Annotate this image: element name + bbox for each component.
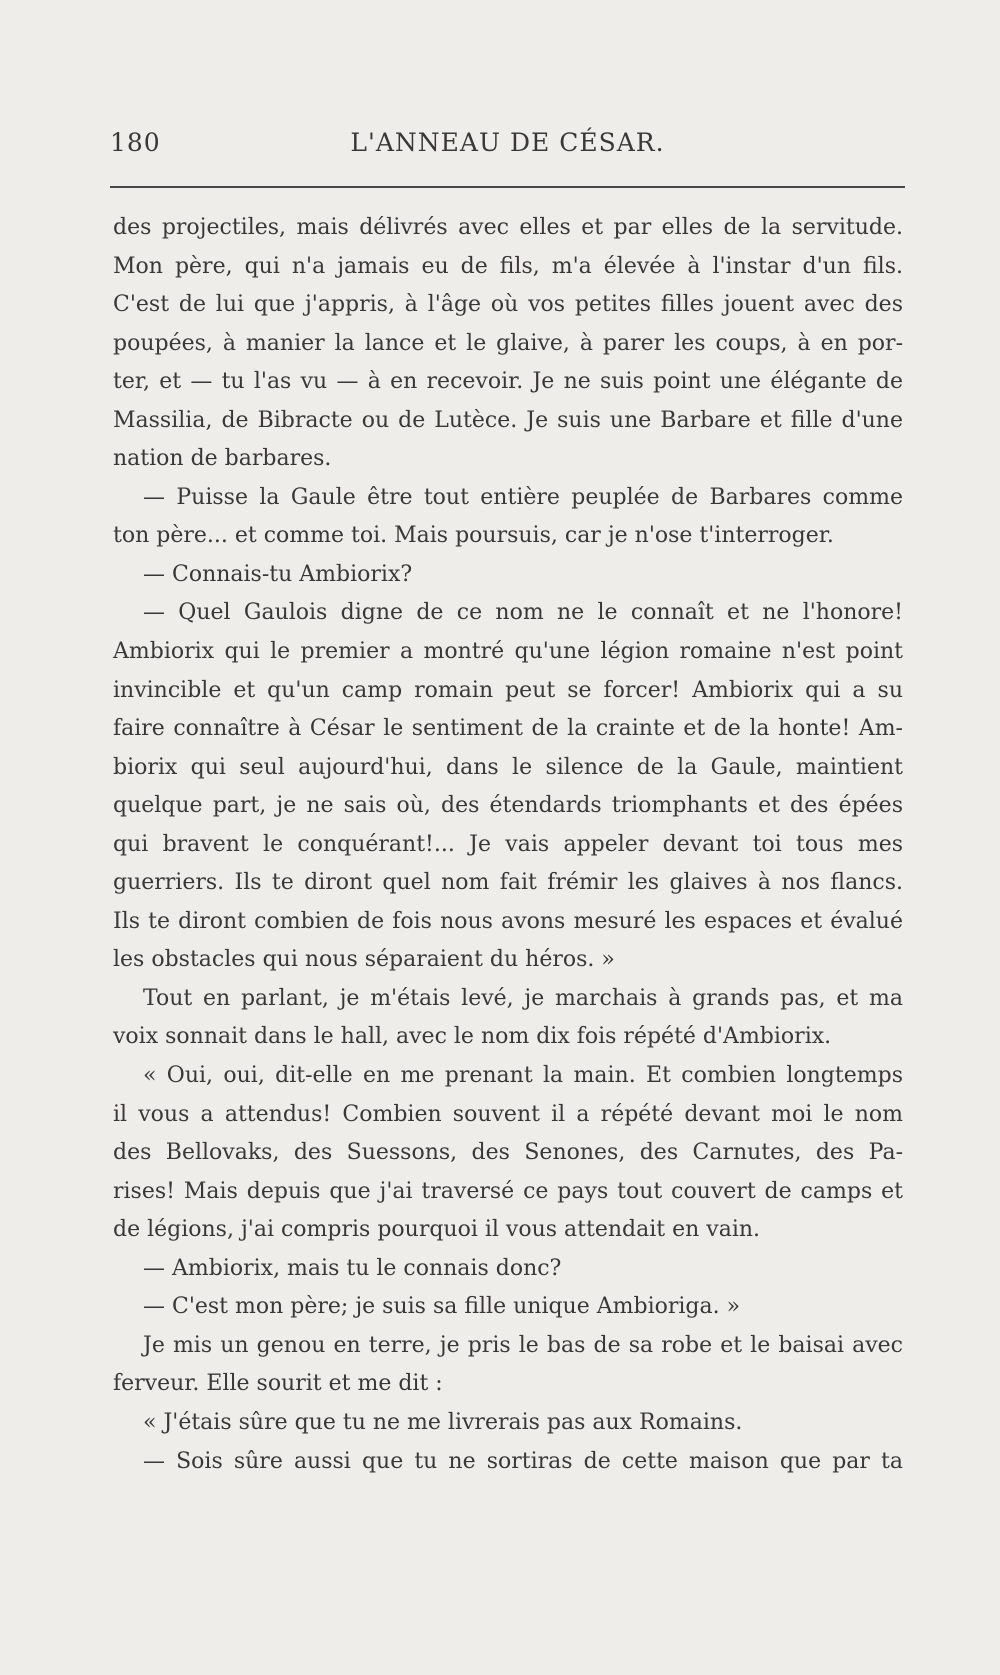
running-title: L'ANNEAU DE CÉSAR. bbox=[350, 128, 665, 157]
text-line: « Oui, oui, dit-elle en me prenant la main. Et combien longtemps bbox=[143, 1063, 903, 1089]
text-line: des projectiles, mais délivrés avec elles et par elles de la servitude. bbox=[113, 215, 903, 240]
text-line: de légions, j'ai compris pourquoi il vous attendait en vain. bbox=[113, 1217, 761, 1243]
text-line: — Quel Gaulois digne de ce nom ne le connaît et ne l'honore! bbox=[143, 600, 903, 626]
text-line: — Sois sûre aussi que tu ne sortiras de cette maison que par ta bbox=[143, 1448, 903, 1474]
page-number: 180 bbox=[110, 128, 161, 157]
text-line: voix sonnait dans le hall, avec le nom dix fois répété d'Ambiorix. bbox=[113, 1024, 832, 1050]
text-line: « J'étais sûre que tu ne me livrerais pas aux Romains. bbox=[143, 1409, 743, 1435]
header-rule bbox=[110, 186, 905, 188]
text-line: — Puisse la Gaule être tout entière peuplée de Barbares comme bbox=[143, 484, 903, 510]
text-line: ton père... et comme toi. Mais poursuis, car je n'ose t'interroger. bbox=[113, 523, 834, 549]
text-line: ferveur. Elle sourit et me dit : bbox=[113, 1371, 443, 1397]
text-line: Ils te diront combien de fois nous avons mesuré les espaces et évalué bbox=[113, 908, 903, 934]
text-line: Ambiorix qui le premier a montré qu'une légion romaine n'est point bbox=[113, 639, 903, 665]
text-line: biorix qui seul aujourd'hui, dans le silence de la Gaule, maintient bbox=[113, 754, 903, 780]
text-line: rises! Mais depuis que j'ai traversé ce pays tout couvert de camps et bbox=[113, 1178, 903, 1204]
text-line: — Ambiorix, mais tu le connais donc? bbox=[143, 1255, 562, 1281]
text-line: Mon père, qui n'a jamais eu de fils, m'a élevée à l'instar d'un fils. bbox=[113, 253, 903, 279]
text-line: ter, et — tu l'as vu — à en recevoir. Je ne suis point une élégante de bbox=[113, 369, 903, 395]
text-line: les obstacles qui nous séparaient du héros. » bbox=[113, 947, 615, 973]
text-line: guerriers. Ils te diront quel nom fait frémir les glaives à nos flancs. bbox=[113, 870, 903, 896]
text-line: C'est de lui que j'appris, à l'âge où vos petites filles jouent avec des bbox=[113, 292, 903, 318]
body-text bbox=[113, 209, 903, 1481]
text-line: — Connais-tu Ambiorix? bbox=[143, 561, 413, 587]
text-line: — C'est mon père; je suis sa fille unique Ambioriga. » bbox=[143, 1294, 741, 1320]
text-line: quelque part, je ne sais où, des étendards triomphants et des épées bbox=[113, 793, 903, 819]
text-line: Tout en parlant, je m'étais levé, je marchais à grands pas, et ma bbox=[143, 985, 903, 1011]
text-line: invincible et qu'un camp romain peut se forcer! Ambiorix qui a su bbox=[113, 677, 903, 703]
text-line: Je mis un genou en terre, je pris le bas de sa robe et le baisai avec bbox=[143, 1332, 903, 1358]
text-line: nation de barbares. bbox=[113, 446, 332, 472]
page-header bbox=[110, 128, 905, 164]
text-line: il vous a attendus! Combien souvent il a répété devant moi le nom bbox=[113, 1101, 903, 1127]
text-line: faire connaître à César le sentiment de la crainte et de la honte! Am- bbox=[113, 716, 903, 742]
text-line: Massilia, de Bibracte ou de Lutèce. Je suis une Barbare et fille d'une bbox=[113, 407, 903, 433]
text-line: poupées, à manier la lance et le glaive, à parer les coups, à en por- bbox=[113, 330, 903, 356]
text-line: qui bravent le conquérant!... Je vais appeler devant toi tous mes bbox=[113, 831, 903, 857]
text-line: des Bellovaks, des Suessons, des Senones, des Carnutes, des Pa- bbox=[113, 1140, 903, 1166]
